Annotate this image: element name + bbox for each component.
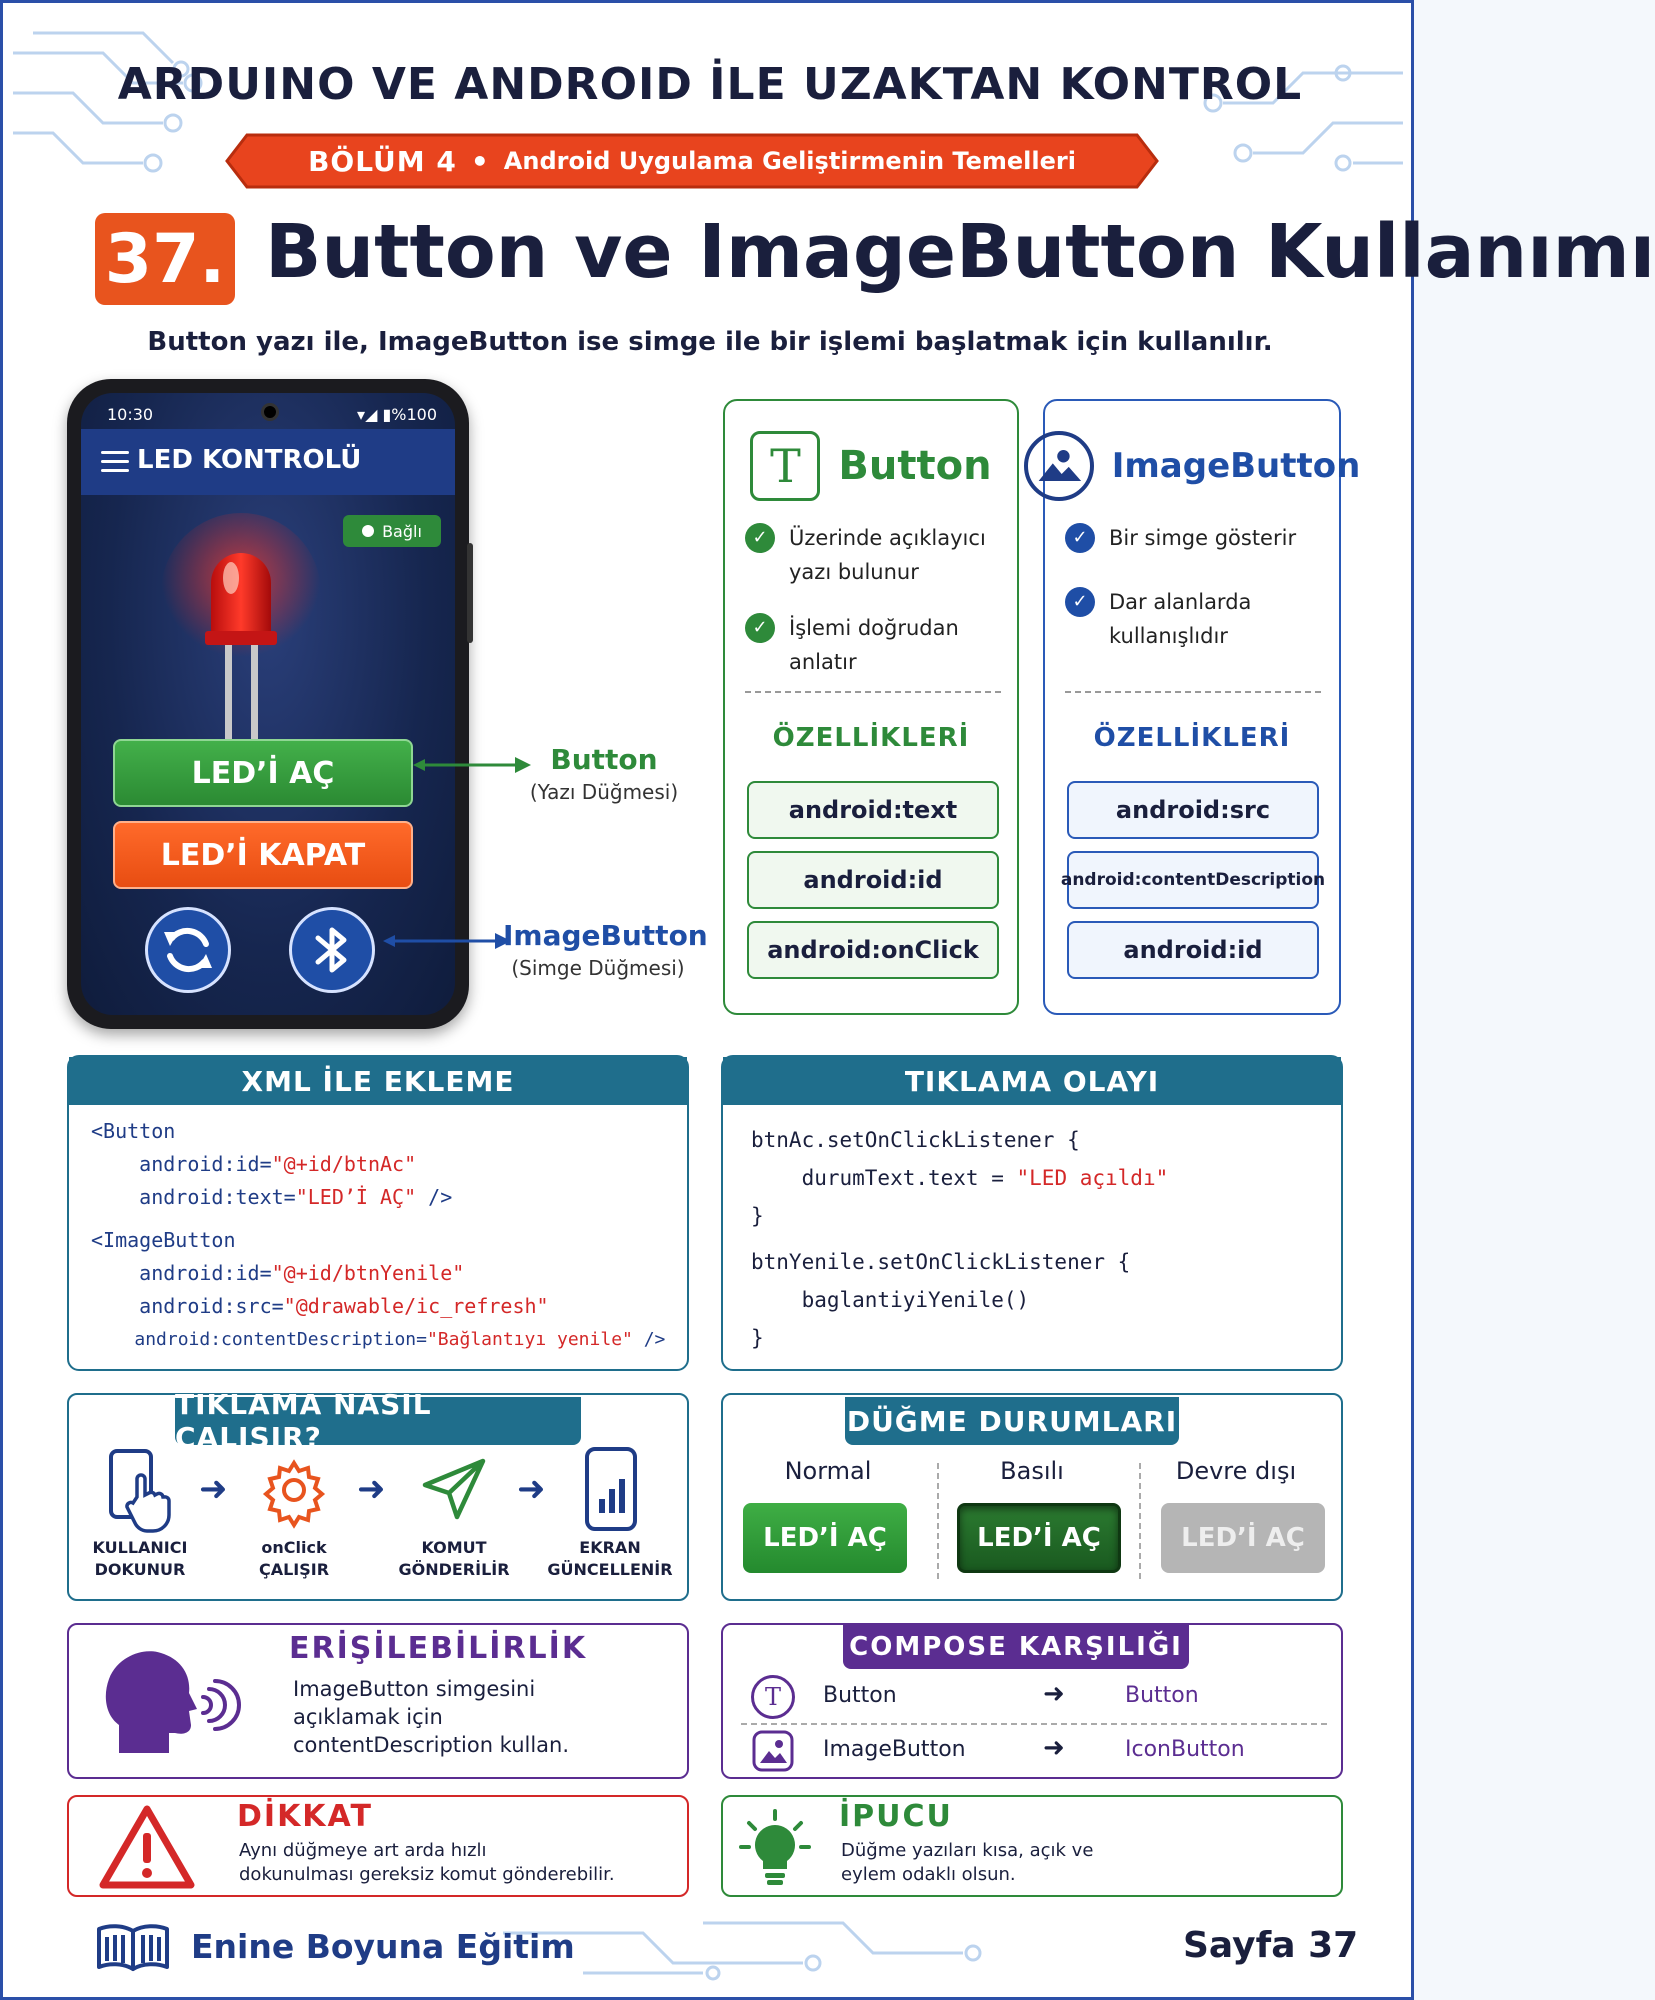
flow-arrow-2: ➜ <box>357 1469 386 1509</box>
state-divider <box>937 1463 939 1579</box>
compose-title: COMPOSE KARŞILIĞI <box>843 1625 1189 1669</box>
divider <box>1065 691 1321 693</box>
code-line: baglantiyiYenile() <box>751 1288 1030 1312</box>
state-button-pressed[interactable]: LED’İ AÇ <box>957 1503 1121 1573</box>
open-book-icon <box>93 1921 173 1975</box>
state-button-normal[interactable]: LED’İ AÇ <box>743 1503 907 1573</box>
tip-text <box>841 1839 1093 1887</box>
click-panel-title: TIKLAMA OLAYI <box>723 1057 1341 1105</box>
button-callout <box>519 743 689 804</box>
bluetooth-icon <box>292 910 372 990</box>
flow-step-4-line-2: GÜNCELLENİR <box>547 1560 673 1579</box>
button-callout-arrow <box>413 753 533 777</box>
imagebutton-card-header <box>1045 431 1361 501</box>
compose-from-2: ImageButton <box>823 1737 966 1762</box>
compose-to-2: IconButton <box>1125 1737 1245 1762</box>
button-card-title: Button <box>838 443 992 489</box>
xml-value: "@+id/btnAc" <box>271 1152 417 1176</box>
check-icon: ✓ <box>1065 587 1095 617</box>
button-callout-title: Button <box>550 743 658 776</box>
imagebutton-callout-arrow <box>383 929 513 953</box>
lesson-title: Button ve ImageButton Kullanımı <box>265 209 1655 295</box>
code-line: btnYenile.setOnClickListener { <box>751 1250 1131 1274</box>
flow-step-1-line-2: DOKUNUR <box>94 1560 186 1579</box>
xml-value: "LED’İ AÇ" <box>295 1185 417 1209</box>
code-line: } <box>751 1326 764 1350</box>
tip-line-2: eylem odaklı olsun. <box>841 1864 1016 1885</box>
accessibility-line-1: ImageButton simgesini <box>293 1677 536 1701</box>
lesson-subtitle: Button yazı ile, ImageButton ise simge ile bir işlemi başlatmak için kullanılır. <box>147 327 1273 357</box>
main-title: ARDUINO VE ANDROID İLE UZAKTAN KONTROL <box>117 59 1303 110</box>
imagebutton-callout-subtitle: (Simge Düğmesi) <box>511 956 685 980</box>
app-title: LED KONTROLÜ <box>137 445 362 475</box>
send-icon <box>419 1455 489 1525</box>
warning-icon <box>97 1803 197 1891</box>
click-code <box>751 1121 1168 1357</box>
button-prop-id: android:id <box>747 851 999 909</box>
imagebutton-prop-id: android:id <box>1067 921 1319 979</box>
button-props-title: ÖZELLİKLERİ <box>772 723 970 753</box>
accessibility-title: ERİŞİLEBİLİRLİK <box>289 1631 588 1666</box>
accessibility-line-2: açıklamak için <box>293 1705 443 1729</box>
flow-step-2-line-2: ÇALIŞIR <box>258 1560 330 1579</box>
circuit-decoration-bottom <box>503 1903 1063 1993</box>
xml-value: "@+id/btnYenile" <box>271 1261 465 1285</box>
flow-step-2-line-1: onClick <box>261 1538 327 1557</box>
red-led-icon <box>161 523 321 763</box>
flow-arrow-1: ➜ <box>199 1469 228 1509</box>
status-indicators: ▾◢ ▮%100 <box>357 405 437 424</box>
code-line: btnAc.setOnClickListener { <box>751 1128 1080 1152</box>
connection-label: Bağlı <box>382 521 422 541</box>
led-off-button[interactable]: LED’İ KAPAT <box>113 821 413 889</box>
chapter-name: Android Uygulama Geliştirmenin Temelleri <box>503 147 1076 175</box>
code-line: } <box>751 1204 764 1228</box>
page-number: Sayfa 37 <box>1183 1925 1359 1966</box>
button-prop-text: android:text <box>747 781 999 839</box>
speaking-head-icon <box>99 1645 229 1755</box>
touch-phone-icon <box>107 1449 177 1535</box>
state-divider <box>1139 1463 1141 1579</box>
button-card-header <box>725 431 1017 501</box>
button-callout-subtitle: (Yazı Düğmesi) <box>529 780 679 804</box>
accessibility-text <box>293 1675 569 1759</box>
imagebutton-prop-src: android:src <box>1067 781 1319 839</box>
lesson-number: 37. <box>95 213 235 305</box>
xml-attr: android:contentDescription= <box>134 1329 427 1350</box>
bluetooth-image-button[interactable] <box>289 907 375 993</box>
state-label-normal: Normal <box>784 1457 872 1485</box>
xml-close: /> <box>416 1185 453 1209</box>
warning-text <box>239 1839 615 1887</box>
compose-from-1: Button <box>823 1683 897 1708</box>
front-camera <box>261 403 279 421</box>
warning-line-2: dokunulması gereksiz komut gönderebilir. <box>239 1864 615 1885</box>
flow-step-3 <box>389 1537 519 1581</box>
xml-imagebutton-open: <ImageButton <box>91 1228 236 1252</box>
xml-button-open: <Button <box>91 1119 176 1143</box>
text-t-icon: T <box>751 1675 795 1719</box>
state-button-disabled: LED’İ AÇ <box>1161 1503 1325 1573</box>
phone-side-button <box>467 543 473 643</box>
imagebutton-point-1-text: Bir simge gösterir <box>1109 526 1297 550</box>
button-card <box>723 399 1019 1015</box>
imagebutton-props-title: ÖZELLİKLERİ <box>1093 723 1291 753</box>
xml-attr: android:id= <box>139 1261 272 1285</box>
compose-divider <box>741 1723 1327 1725</box>
status-time: 10:30 <box>107 405 154 424</box>
xml-value: "Bağlantıyı yenile" <box>426 1329 633 1350</box>
button-prop-onclick: android:onClick <box>747 921 999 979</box>
chapter-separator: • <box>470 144 490 178</box>
compose-arrow-2: ➜ <box>1043 1733 1065 1763</box>
code-line: durumText.text = <box>751 1166 1017 1190</box>
xml-attr: android:id= <box>139 1152 272 1176</box>
hamburger-menu-icon[interactable] <box>101 451 129 473</box>
check-icon: ✓ <box>745 523 775 553</box>
refresh-icon <box>148 910 228 990</box>
screen-update-icon <box>581 1447 641 1531</box>
image-icon <box>751 1729 795 1773</box>
phone-screen <box>81 393 455 1015</box>
warning-line-1: Aynı düğmeye art arda hızlı <box>239 1840 487 1861</box>
flow-arrow-3: ➜ <box>517 1469 546 1509</box>
divider <box>745 691 1001 693</box>
flow-title: TIKLAMA NASIL ÇALIŞIR? <box>175 1397 581 1445</box>
tip-line-1: Düğme yazıları kısa, açık ve <box>841 1840 1094 1861</box>
click-panel <box>721 1055 1343 1371</box>
lightbulb-icon <box>739 1809 811 1887</box>
gear-icon <box>259 1455 329 1525</box>
xml-panel <box>67 1055 689 1371</box>
xml-code <box>91 1115 665 1356</box>
button-point-2-text: İşlemi doğrudan anlatır <box>789 616 959 674</box>
flow-step-2 <box>229 1537 359 1581</box>
connection-badge <box>343 515 441 547</box>
footer-brand: Enine Boyuna Eğitim <box>191 1927 575 1966</box>
compose-arrow-1: ➜ <box>1043 1679 1065 1709</box>
button-point-1 <box>745 521 1005 589</box>
flow-step-3-line-1: KOMUT <box>421 1538 487 1557</box>
tip-title: İPUCU <box>839 1799 953 1834</box>
imagebutton-prop-contentdescription: android:contentDescription <box>1067 851 1319 909</box>
code-string: "LED açıldı" <box>1016 1166 1169 1190</box>
xml-panel-title: XML İLE EKLEME <box>69 1057 687 1105</box>
button-point-2 <box>745 611 1005 679</box>
flow-step-1 <box>75 1537 205 1581</box>
states-title: DÜĞME DURUMLARI <box>845 1397 1179 1445</box>
xml-value: "@drawable/ic_refresh" <box>283 1294 549 1318</box>
accessibility-line-3: contentDescription kullan. <box>293 1733 570 1757</box>
xml-attr: android:text= <box>139 1185 296 1209</box>
imagebutton-card <box>1043 399 1361 1015</box>
imagebutton-point-2-text: Dar alanlarda kullanışlıdır <box>1109 590 1252 648</box>
imagebutton-point-2 <box>1065 585 1325 653</box>
imagebutton-point-1 <box>1065 521 1325 555</box>
compose-to-1: Button <box>1125 1683 1199 1708</box>
connection-dot-icon <box>362 525 374 537</box>
imagebutton-callout-title: ImageButton <box>503 919 708 952</box>
xml-close: /> <box>632 1329 666 1350</box>
check-icon: ✓ <box>1065 523 1095 553</box>
warning-title: DİKKAT <box>237 1799 373 1834</box>
imagebutton-card-title: ImageButton <box>1111 446 1361 486</box>
imagebutton-callout <box>503 919 708 980</box>
check-icon: ✓ <box>745 613 775 643</box>
state-label-pressed: Basılı <box>1000 1457 1064 1485</box>
led-on-button[interactable]: LED’İ AÇ <box>113 739 413 807</box>
state-label-disabled: Devre dışı <box>1175 1457 1297 1485</box>
button-point-1-text: Üzerinde açıklayıcı yazı bulunur <box>789 526 986 584</box>
xml-attr: android:src= <box>139 1294 284 1318</box>
flow-step-3-line-2: GÖNDERİLİR <box>398 1560 510 1579</box>
image-icon <box>1024 431 1094 501</box>
refresh-image-button[interactable] <box>145 907 231 993</box>
chapter-label <box>225 133 1159 189</box>
flow-step-1-line-1: KULLANICI <box>92 1538 188 1557</box>
flow-step-4 <box>545 1537 675 1581</box>
chapter-number: BÖLÜM 4 <box>308 144 457 178</box>
flow-step-4-line-1: EKRAN <box>579 1538 641 1557</box>
text-t-icon: T <box>750 431 820 501</box>
